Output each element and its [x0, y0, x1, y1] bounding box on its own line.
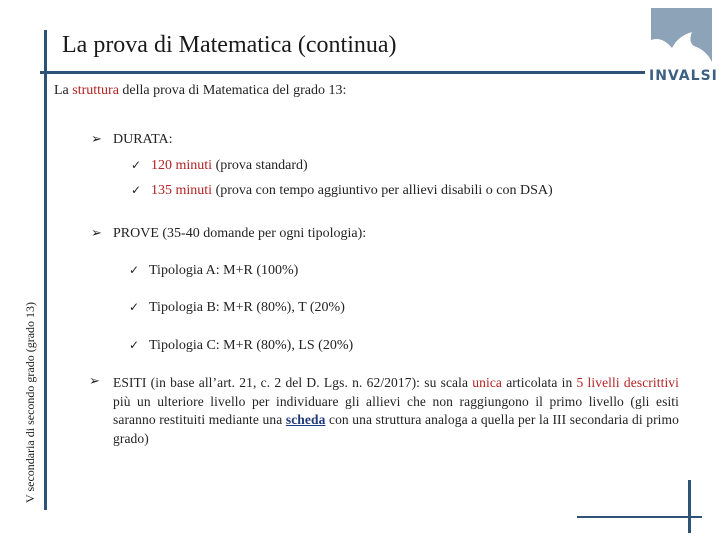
durata-heading — [91, 132, 173, 148]
corner-line-vertical — [688, 480, 691, 533]
prove-label: PROVE (35-40 domande per ogni tipologia): — [113, 226, 367, 241]
prove-item — [129, 300, 345, 316]
check-bullet-icon: ✓ — [129, 338, 140, 352]
slide-title: La prova di Matematica (continua) — [62, 32, 397, 58]
esiti-part: con una struttura analoga a quella per la III secondaria di primo grado) — [113, 412, 679, 446]
intro-highlight: struttura — [72, 83, 119, 98]
arrow-bullet-icon: ➢ — [91, 132, 102, 147]
durata-label: DURATA: — [113, 132, 173, 147]
esiti-text — [113, 374, 679, 448]
durata-item-text: (prova con tempo aggiuntivo per allievi disabili o con DSA) — [212, 183, 553, 198]
esiti-block — [89, 374, 679, 448]
frame-line-top — [40, 71, 645, 74]
intro-line — [54, 83, 346, 99]
esiti-part: articolata in — [502, 375, 577, 390]
check-bullet-icon: ✓ — [129, 263, 140, 277]
corner-line-horizontal — [577, 516, 702, 518]
frame-line-left — [44, 30, 47, 510]
durata-item-highlight: 120 minuti — [151, 158, 213, 173]
esiti-unica: unica — [472, 375, 503, 390]
durata-item — [131, 183, 553, 199]
intro-prefix: La — [54, 83, 73, 98]
check-bullet-icon: ✓ — [131, 183, 142, 197]
prove-heading — [91, 226, 366, 242]
prove-item-text: Tipologia B: M+R (80%), T (20%) — [149, 300, 345, 315]
check-bullet-icon: ✓ — [129, 300, 140, 314]
prove-item — [129, 263, 298, 279]
intro-suffix: della prova di Matematica del grado 13: — [118, 83, 347, 98]
esiti-livelli: 5 livelli descrittivi — [576, 375, 679, 390]
side-label: V secondaria di secondo grado (grado 13) — [23, 301, 37, 503]
esiti-scheda-link[interactable]: scheda — [285, 412, 326, 427]
prove-item-text: Tipologia A: M+R (100%) — [149, 263, 299, 278]
check-bullet-icon: ✓ — [131, 158, 142, 172]
prove-item-text: Tipologia C: M+R (80%), LS (20%) — [149, 338, 354, 353]
arrow-bullet-icon: ➢ — [89, 374, 100, 389]
esiti-part: ESITI (in base all’art. 21, c. 2 del D. Lgs. n. 62/2017): su scala — [113, 375, 473, 390]
durata-item-text: (prova standard) — [212, 158, 308, 173]
prove-item — [129, 338, 353, 354]
arrow-bullet-icon: ➢ — [91, 226, 102, 241]
durata-item — [131, 158, 308, 174]
esiti-part: più un ulteriore livello per individuare gli allievi che non raggiungono il primo livello (gli esiti saranno restituiti mediante una — [113, 393, 679, 427]
durata-item-highlight: 135 minuti — [151, 183, 213, 198]
logo-text: INVALSI — [649, 68, 718, 84]
